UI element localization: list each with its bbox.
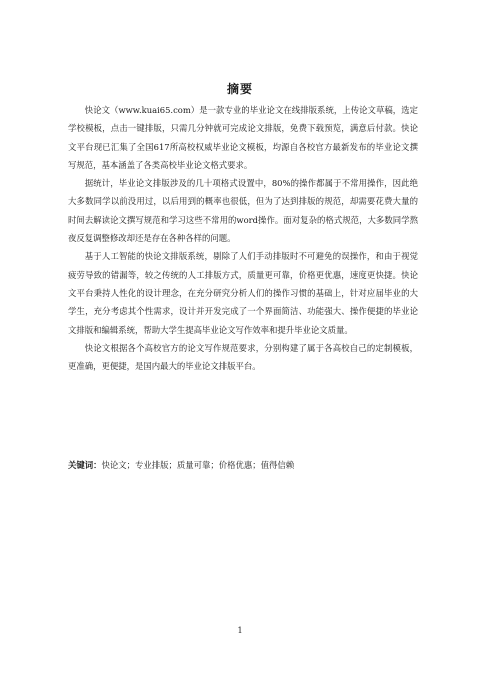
paragraph-statistics: 据统计，毕业论文排版涉及的几十项格式设置中，80%的操作都属于不常用操作，因此绝大多数同学以前没用过，以后用到的概率也很低，但为了达到排版的规范，却需要花费大量的时间去解读论文撰写规范和学习这些不常用的word操作。面对复杂的格式规范，大多数同学熬夜反复调整修改却还是存在各种各样的问题。 <box>68 178 418 244</box>
abstract-body <box>68 101 418 375</box>
paragraph-templates: 快论文根据各个高校官方的论文写作规范要求，分别构建了属于各高校自己的定制模板，更准确，更便捷，是国内最大的毕业论文排版平台。 <box>68 342 418 372</box>
paragraph-intro: 快论文（www.kuai65.com）是一款专业的毕业论文在线排版系统，上传论文草稿，选定学校模板，点击一键排版，只需几分钟就可完成论文排版，免费下载预览，满意后付款。快论文平台现已汇集了全国617所高校权威毕业论文模板，均源自各校官方最新发布的毕业论文撰写规范，基本涵盖了各类高校毕业论文格式要求。 <box>68 105 418 170</box>
page-number: 1 <box>237 626 243 635</box>
keywords-text: 快论文；专业排版；质量可靠；价格优惠；值得信赖 <box>101 460 295 470</box>
abstract-title: 摘要 <box>226 82 253 96</box>
keywords-line <box>68 458 418 472</box>
keywords-label: 关键词： <box>68 460 102 470</box>
paragraph-ai-system: 基于人工智能的快论文排版系统，剔除了人们手动排版时不可避免的误操作，和由于视觉疲劳导致的错漏等，较之传统的人工排版方式，质量更可靠，价格更优惠，速度更快捷。快论文平台秉持人性化的设计理念，在充分研究分析人们的操作习惯的基础上，针对应届毕业的大学生，充分考虑其个性需求，设计并开发完成了一个界面简洁、功能强大、操作便捷的毕业论文排版和编辑系统，帮助大学生提高毕业论文写作效率和提升毕业论文质量。 <box>68 251 418 335</box>
